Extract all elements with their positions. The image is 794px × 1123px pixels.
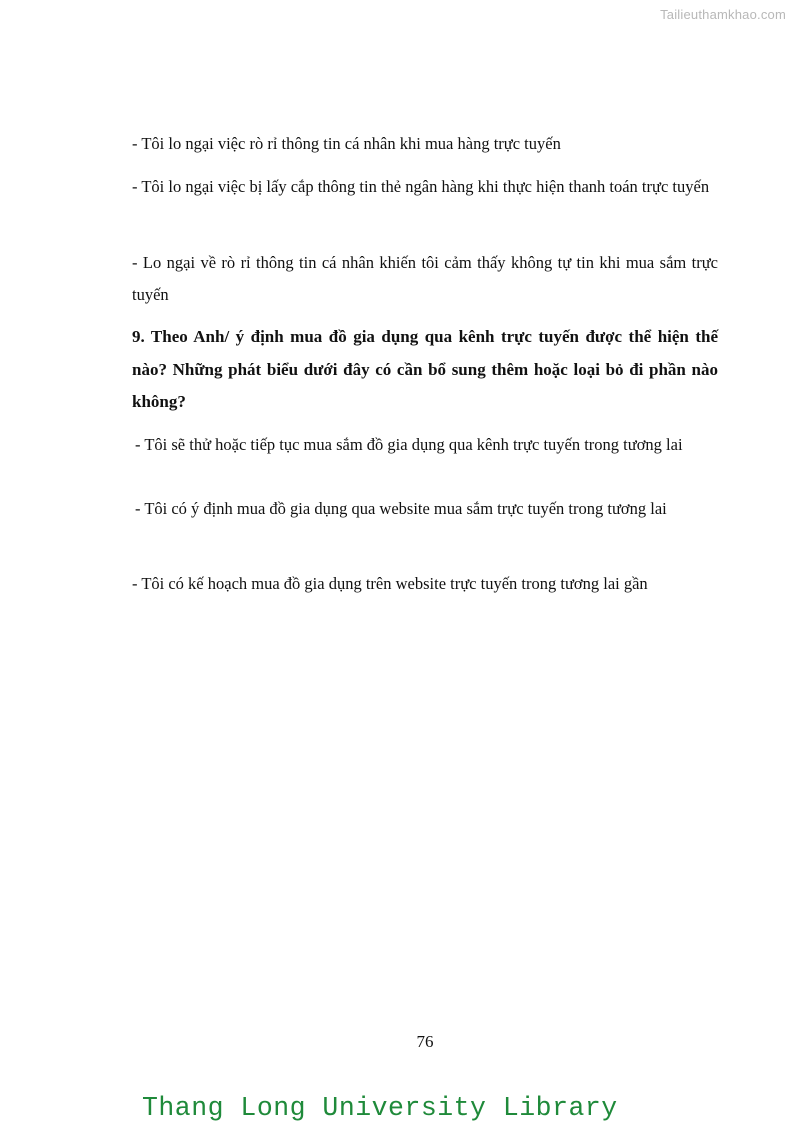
watermark: Tailieuthamkhao.com (660, 7, 786, 22)
paragraph-3: - Lo ngại về rò rỉ thông tin cá nhân khiến tôi cảm thấy không tự tin khi mua sắm trực tuyến (132, 253, 718, 304)
question-heading: 9. Theo Anh/ ý định mua đồ gia dụng qua kênh trực tuyến được thể hiện thế nào? Những phát biểu dưới đây có cần bổ sung thêm hoặc loại bỏ đi phần nào không? (132, 327, 718, 411)
paragraph-2: - Tôi lo ngại việc bị lấy cắp thông tin thẻ ngân hàng khi thực hiện thanh toán trực tuyến (132, 177, 710, 196)
library-footer: Thang Long University Library (142, 1093, 618, 1123)
list-item-2: - Tôi có ý định mua đồ gia dụng qua website mua sắm trực tuyến trong tương lai (135, 499, 667, 518)
page-number: 76 (416, 1032, 434, 1051)
paragraph-1: - Tôi lo ngại việc rò rỉ thông tin cá nhân khi mua hàng trực tuyến (132, 134, 561, 153)
list-item-1: - Tôi sẽ thử hoặc tiếp tục mua sắm đồ gia dụng qua kênh trực tuyến trong tương lai (135, 435, 683, 454)
list-item-3: - Tôi có kế hoạch mua đồ gia dụng trên website trực tuyến trong tương lai gần (132, 574, 648, 593)
